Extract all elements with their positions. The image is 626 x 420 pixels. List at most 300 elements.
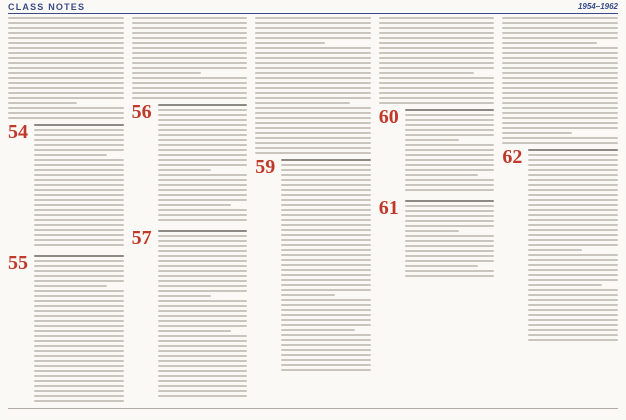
text-line — [281, 289, 371, 291]
text-line — [281, 349, 371, 351]
text-line — [502, 62, 618, 64]
text-line — [34, 375, 124, 377]
text-line — [158, 144, 248, 146]
text-line — [34, 149, 124, 151]
text-line — [528, 284, 601, 286]
entry-text — [405, 107, 495, 194]
text-line — [158, 370, 248, 372]
text-line — [255, 152, 371, 154]
text-line — [34, 310, 124, 312]
text-line — [281, 189, 371, 191]
class-year-number: 55 — [8, 252, 28, 274]
text-line — [158, 295, 212, 297]
text-line — [8, 107, 124, 109]
text-line — [281, 224, 371, 226]
text-line — [502, 107, 618, 109]
text-line — [528, 279, 618, 281]
text-line — [281, 324, 371, 326]
text-line — [405, 265, 478, 267]
text-line — [34, 129, 124, 131]
text-line — [132, 52, 248, 54]
text-line — [34, 370, 124, 372]
text-line — [158, 330, 231, 332]
text-line — [34, 219, 124, 221]
text-line — [34, 320, 124, 322]
text-line — [502, 117, 618, 119]
text-line — [34, 275, 124, 277]
class-year-number: 54 — [8, 121, 28, 143]
text-line — [379, 77, 495, 79]
text-line — [34, 224, 124, 226]
text-line — [34, 194, 124, 196]
text-line — [158, 365, 248, 367]
text-line — [34, 295, 124, 297]
text-line — [502, 27, 618, 29]
text-line — [158, 154, 248, 156]
text-line — [8, 27, 124, 29]
text-line — [34, 189, 124, 191]
text-line — [34, 244, 124, 246]
text-line — [528, 254, 618, 256]
text-line — [158, 204, 231, 206]
text-line — [405, 174, 478, 176]
text-line — [132, 92, 248, 94]
text-line — [158, 209, 248, 211]
text-line — [502, 57, 618, 59]
text-line — [281, 174, 371, 176]
text-line — [34, 179, 124, 181]
text-line — [281, 234, 371, 236]
text-columns — [8, 17, 618, 405]
text-line — [158, 199, 248, 201]
text-line — [255, 92, 371, 94]
text-line — [528, 274, 618, 276]
text-line — [34, 154, 107, 156]
text-line — [34, 340, 124, 342]
text-line — [255, 102, 350, 104]
text-line — [528, 244, 618, 246]
text-line — [281, 264, 371, 266]
text-line — [528, 154, 618, 156]
text-line — [8, 52, 124, 54]
text-line — [158, 265, 248, 267]
text-line — [34, 204, 124, 206]
continued-text — [255, 17, 371, 154]
text-line — [158, 250, 248, 252]
text-line — [281, 194, 371, 196]
text-line — [34, 229, 124, 231]
text-line — [34, 300, 124, 302]
text-line — [281, 309, 371, 311]
text-column — [132, 17, 248, 405]
text-line — [379, 87, 495, 89]
text-line — [528, 204, 618, 206]
text-line — [132, 37, 248, 39]
text-line — [132, 22, 248, 24]
text-line — [8, 67, 124, 69]
text-line — [158, 275, 248, 277]
text-line — [281, 344, 371, 346]
text-line — [281, 249, 371, 251]
text-line — [405, 114, 495, 116]
text-line — [528, 259, 618, 261]
text-line — [34, 285, 107, 287]
text-column — [379, 17, 495, 405]
text-line — [528, 289, 618, 291]
text-line — [528, 189, 618, 191]
entry-text — [158, 228, 248, 400]
text-line — [158, 395, 248, 397]
text-line — [158, 119, 248, 121]
text-line — [528, 269, 618, 271]
text-line — [528, 209, 618, 211]
text-line — [528, 294, 618, 296]
text-line — [379, 72, 474, 74]
text-line — [158, 164, 248, 166]
text-line — [8, 62, 124, 64]
text-line — [255, 142, 371, 144]
text-line — [34, 360, 124, 362]
text-line — [379, 67, 495, 69]
text-line — [281, 219, 371, 221]
text-line — [281, 169, 371, 171]
text-line — [405, 159, 495, 161]
text-line — [528, 249, 582, 251]
text-line — [502, 82, 618, 84]
text-line — [405, 235, 495, 237]
text-line — [8, 77, 124, 79]
text-line — [158, 189, 248, 191]
text-line — [379, 47, 495, 49]
text-line — [158, 109, 248, 111]
text-line — [281, 159, 371, 161]
text-line — [158, 214, 248, 216]
text-line — [405, 169, 495, 171]
text-line — [34, 234, 124, 236]
text-line — [255, 67, 371, 69]
text-line — [528, 219, 618, 221]
text-line — [502, 52, 618, 54]
text-line — [158, 355, 248, 357]
text-line — [528, 299, 618, 301]
text-line — [8, 32, 124, 34]
text-line — [34, 345, 124, 347]
text-line — [34, 144, 124, 146]
text-line — [502, 77, 618, 79]
text-line — [158, 360, 248, 362]
text-line — [405, 230, 459, 232]
class-year-number: 59 — [255, 156, 276, 178]
text-line — [281, 259, 371, 261]
text-line — [255, 137, 371, 139]
text-line — [158, 380, 248, 382]
class-year-number: 60 — [378, 106, 399, 128]
text-line — [281, 279, 371, 281]
text-line — [34, 174, 124, 176]
text-line — [405, 210, 495, 212]
text-line — [405, 119, 495, 121]
text-line — [34, 350, 124, 352]
text-line — [528, 174, 618, 176]
text-line — [255, 47, 371, 49]
text-line — [132, 32, 248, 34]
text-line — [158, 260, 248, 262]
entry-text — [34, 253, 124, 405]
text-line — [255, 77, 371, 79]
text-line — [281, 299, 371, 301]
text-line — [528, 194, 618, 196]
text-line — [158, 169, 212, 171]
text-line — [281, 184, 371, 186]
text-line — [158, 285, 248, 287]
text-line — [8, 82, 124, 84]
text-line — [379, 27, 495, 29]
text-line — [8, 57, 124, 59]
text-line — [528, 324, 618, 326]
text-line — [158, 270, 248, 272]
text-line — [405, 109, 495, 111]
page-footer — [0, 408, 626, 420]
text-line — [255, 52, 371, 54]
text-line — [158, 124, 248, 126]
class-year-number: 61 — [378, 197, 399, 219]
text-line — [405, 124, 495, 126]
text-line — [502, 17, 618, 19]
text-line — [34, 390, 124, 392]
continued-text — [132, 17, 248, 99]
text-line — [405, 200, 495, 202]
text-line — [379, 37, 495, 39]
text-line — [281, 254, 371, 256]
text-line — [281, 239, 371, 241]
text-line — [405, 205, 495, 207]
text-line — [255, 42, 324, 44]
text-line — [528, 159, 618, 161]
text-line — [281, 199, 371, 201]
text-line — [34, 355, 124, 357]
text-line — [255, 57, 371, 59]
text-line — [405, 250, 495, 252]
text-line — [132, 72, 201, 74]
text-line — [502, 102, 618, 104]
text-line — [255, 112, 371, 114]
text-line — [158, 230, 248, 232]
text-line — [281, 214, 371, 216]
text-line — [132, 67, 248, 69]
text-line — [34, 260, 124, 262]
text-line — [405, 149, 495, 151]
text-line — [255, 87, 371, 89]
text-line — [158, 305, 248, 307]
text-line — [132, 27, 248, 29]
text-line — [158, 134, 248, 136]
text-line — [502, 112, 618, 114]
class-entry — [132, 228, 248, 400]
footer-rule — [8, 408, 618, 409]
text-line — [8, 47, 124, 49]
text-line — [405, 139, 459, 141]
text-line — [34, 270, 124, 272]
text-line — [379, 62, 495, 64]
text-line — [158, 129, 248, 131]
text-line — [158, 300, 248, 302]
text-line — [528, 229, 618, 231]
text-line — [502, 72, 618, 74]
text-line — [34, 365, 124, 367]
text-line — [281, 359, 371, 361]
text-line — [158, 184, 248, 186]
entry-text — [528, 147, 618, 344]
text-line — [34, 184, 124, 186]
text-line — [255, 17, 371, 19]
text-line — [528, 179, 618, 181]
text-line — [255, 37, 371, 39]
text-line — [379, 82, 495, 84]
text-line — [34, 255, 124, 257]
text-line — [255, 147, 371, 149]
text-line — [405, 220, 495, 222]
text-line — [255, 117, 371, 119]
text-line — [34, 380, 124, 382]
text-line — [255, 22, 371, 24]
text-line — [405, 134, 495, 136]
class-year-range: 1954–1962 — [577, 2, 618, 11]
text-line — [8, 87, 124, 89]
text-line — [502, 42, 597, 44]
text-column — [502, 17, 618, 405]
text-line — [528, 149, 618, 151]
text-line — [528, 319, 618, 321]
text-line — [34, 335, 124, 337]
section-title: CLASS NOTES — [8, 2, 86, 12]
text-line — [34, 330, 124, 332]
entry-text — [158, 102, 248, 224]
text-line — [405, 184, 495, 186]
text-line — [34, 400, 124, 402]
text-line — [132, 47, 248, 49]
text-line — [132, 42, 248, 44]
class-entry — [8, 122, 124, 249]
text-line — [34, 214, 124, 216]
text-line — [34, 395, 124, 397]
text-line — [502, 97, 618, 99]
text-line — [158, 194, 248, 196]
text-line — [34, 169, 124, 171]
text-line — [502, 122, 618, 124]
text-line — [281, 294, 335, 296]
text-line — [281, 354, 371, 356]
text-line — [502, 137, 618, 139]
text-line — [158, 179, 248, 181]
class-entry — [8, 253, 124, 405]
text-line — [34, 305, 124, 307]
text-line — [379, 42, 495, 44]
text-line — [405, 179, 495, 181]
text-line — [405, 154, 495, 156]
text-line — [158, 280, 248, 282]
text-line — [132, 57, 248, 59]
text-line — [158, 390, 248, 392]
text-line — [281, 204, 371, 206]
text-line — [281, 304, 371, 306]
text-line — [34, 265, 124, 267]
text-line — [281, 314, 371, 316]
text-line — [34, 280, 124, 282]
text-line — [405, 245, 495, 247]
entry-text — [281, 157, 371, 374]
text-line — [502, 127, 618, 129]
text-line — [379, 22, 495, 24]
text-line — [34, 199, 124, 201]
text-line — [528, 264, 618, 266]
text-line — [158, 375, 248, 377]
text-line — [502, 92, 618, 94]
text-line — [34, 124, 124, 126]
text-line — [281, 179, 371, 181]
text-line — [255, 62, 371, 64]
text-line — [158, 340, 248, 342]
text-line — [405, 189, 495, 191]
text-line — [132, 17, 248, 19]
entry-text — [34, 122, 124, 249]
text-line — [281, 284, 371, 286]
text-line — [255, 27, 371, 29]
text-line — [281, 364, 371, 366]
class-entry — [132, 102, 248, 224]
text-line — [132, 87, 248, 89]
text-line — [132, 62, 248, 64]
text-line — [158, 320, 248, 322]
text-line — [255, 82, 371, 84]
entry-text — [405, 198, 495, 280]
class-year-number: 57 — [131, 227, 152, 249]
text-line — [528, 314, 618, 316]
text-line — [158, 139, 248, 141]
text-line — [34, 290, 124, 292]
text-line — [34, 315, 124, 317]
text-line — [502, 37, 618, 39]
text-line — [158, 235, 248, 237]
text-line — [405, 225, 495, 227]
text-line — [158, 255, 248, 257]
text-line — [158, 219, 248, 221]
text-line — [34, 139, 124, 141]
text-line — [281, 319, 371, 321]
text-line — [405, 270, 495, 272]
text-line — [379, 32, 495, 34]
text-line — [158, 350, 248, 352]
text-line — [405, 255, 495, 257]
text-line — [158, 174, 248, 176]
text-line — [255, 122, 371, 124]
class-entry — [255, 157, 371, 374]
text-line — [405, 260, 495, 262]
text-line — [528, 224, 618, 226]
text-line — [502, 132, 571, 134]
text-line — [8, 22, 124, 24]
continued-text — [502, 17, 618, 144]
text-line — [281, 339, 371, 341]
text-line — [158, 310, 248, 312]
text-line — [528, 239, 618, 241]
text-line — [281, 369, 371, 371]
header-rule — [8, 13, 618, 14]
class-year-number: 56 — [131, 101, 152, 123]
text-line — [8, 42, 124, 44]
text-line — [528, 214, 618, 216]
text-line — [281, 334, 371, 336]
text-line — [158, 385, 248, 387]
